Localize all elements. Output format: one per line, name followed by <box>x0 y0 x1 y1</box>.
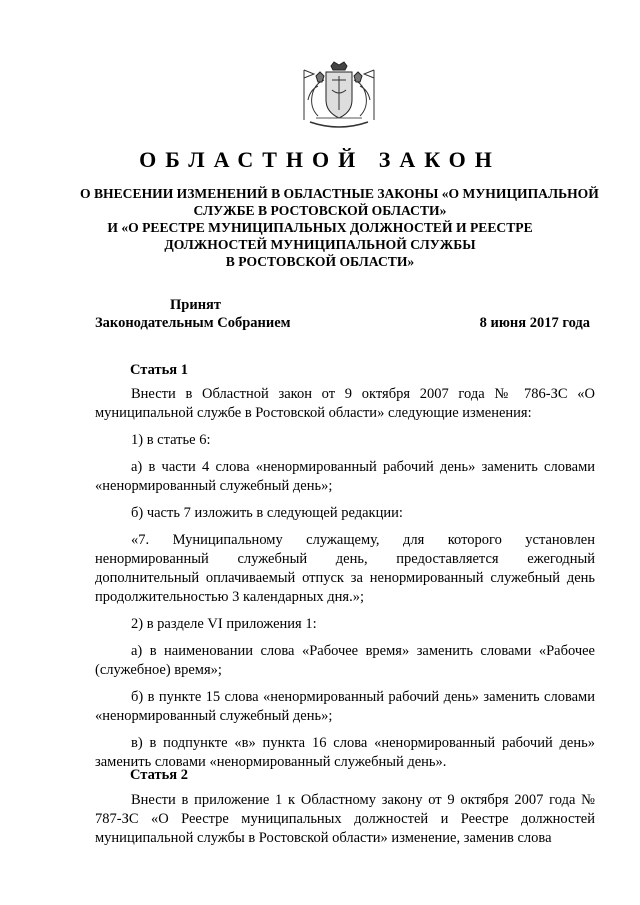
document-title <box>80 185 599 270</box>
article-2-heading: Статья 2 <box>130 767 188 783</box>
adoption-date: 8 июня 2017 года <box>479 315 590 331</box>
title-line: И «О РЕЕСТРЕ МУНИЦИПАЛЬНЫХ ДОЛЖНОСТЕЙ И РЕЕСТРЕ <box>107 220 533 235</box>
title-line: ДОЛЖНОСТЕЙ МУНИЦИПАЛЬНОЙ СЛУЖБЫ <box>164 237 476 252</box>
title-line: В РОСТОВСКОЙ ОБЛАСТИ» <box>225 254 415 269</box>
paragraph: б) часть 7 изложить в следующей редакции: <box>131 505 403 521</box>
paragraph: 2) в разделе VI приложения 1: <box>131 616 317 632</box>
article-1-heading: Статья 1 <box>130 362 188 378</box>
paragraph: б) в пункте 15 слова «ненормированный рабочий день» заменить словами «ненормированный служебный день»; <box>95 689 595 724</box>
document-type-heading: ОБЛАСТНОЙ ЗАКОН <box>139 147 501 172</box>
paragraph: 1) в статье 6: <box>131 432 211 448</box>
title-line: О ВНЕСЕНИИ ИЗМЕНЕНИЙ В ОБЛАСТНЫЕ ЗАКОНЫ «О МУНИЦИПАЛЬНОЙ <box>80 186 599 201</box>
title-line: СЛУЖБЕ В РОСТОВСКОЙ ОБЛАСТИ» <box>193 203 447 218</box>
article-1-body <box>95 385 595 780</box>
adopted-by: Законодательным Собранием <box>95 315 291 331</box>
paragraph: а) в части 4 слова «ненормированный рабочий день» заменить словами «ненормированный служебный день»; <box>95 459 595 494</box>
paragraph: «7. Муниципальному служащему, для которого установлен ненормированный служебный день, предоставляется ежегодный дополнительный оплачиваемый отпуск за ненормированный служебный день продолжительностью 3 календарных дня.»; <box>95 532 595 605</box>
paragraph: Внести в приложение 1 к Областному закону от 9 октября 2007 года № 787-ЗС «О Реестре муниципальных должностей и Реестре должностей муниципальной службы в Ростовской области» изменение, заменив слова <box>95 792 595 846</box>
coat-of-arms-emblem <box>296 60 382 134</box>
adopted-label: Принят <box>170 297 222 313</box>
article-2-body <box>95 791 595 856</box>
paragraph: в) в подпункте «в» пункта 16 слова «ненормированный рабочий день» заменить словами «ненормированный служебный день». <box>95 735 595 770</box>
paragraph: Внести в Областной закон от 9 октября 2007 года № 786-ЗС «О муниципальной службе в Ростовской области» следующие изменения: <box>95 386 595 421</box>
paragraph: а) в наименовании слова «Рабочее время» заменить словами «Рабочее (служебное) время»; <box>95 643 595 678</box>
